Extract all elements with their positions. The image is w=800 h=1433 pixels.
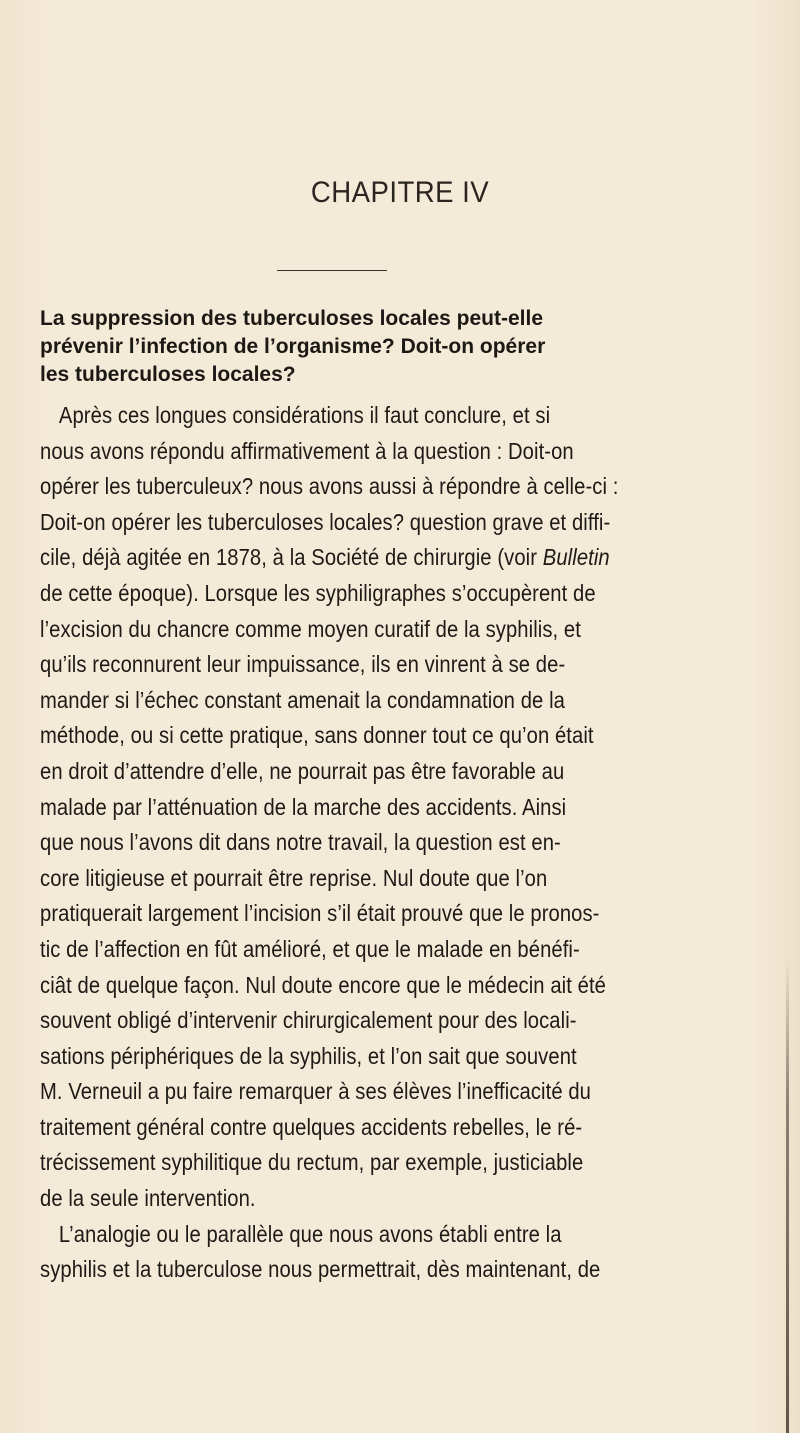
text-line: en droit d’attendre d’elle, ne pourrait pas être favorable au — [40, 757, 565, 784]
text-line: Doit-on opérer les tuberculoses locales? question grave et diffi- — [40, 508, 611, 535]
text-line: pratiquerait largement l’incision s’il était prouvé que le pronos- — [40, 900, 600, 927]
text-line: opérer les tuberculeux? nous avons aussi à répondre à celle-ci : — [40, 473, 619, 500]
text-line: syphilis et la tuberculose nous permettrait, dès maintenant, de — [40, 1256, 601, 1283]
text-line: traitement général contre quelques accidents rebelles, le ré- — [40, 1113, 583, 1140]
text-line: M. Verneuil a pu faire remarquer à ses élèves l’inefficacité du — [40, 1078, 592, 1105]
text-line: de la seule intervention. — [40, 1185, 256, 1212]
page-edge-shadow — [786, 960, 789, 1433]
text-line-with-italic — [40, 540, 659, 576]
text-line: Après ces longues considérations il faut conclure, et si — [58, 402, 551, 428]
text-line: malade par l’atténuation de la marche des accidents. Ainsi — [40, 793, 567, 820]
italic-word: Bulletin — [542, 544, 610, 571]
text-line: mander si l’échec constant amenait la condamnation de la — [40, 686, 565, 713]
text-line: méthode, ou si cette pratique, sans donner tout ce qu’on était — [40, 722, 594, 749]
heading-line: les tuberculoses locales? — [40, 363, 296, 386]
text-line: de cette époque). Lorsque les syphiligraphes s’occupèrent de — [40, 579, 596, 606]
chapter-title: CHAPITRE IV — [310, 176, 490, 209]
text-line: l’excision du chancre comme moyen curatif de la syphilis, et — [40, 615, 581, 642]
text-line: que nous l’avons dit dans notre travail, la question est en- — [40, 829, 561, 856]
text-line: tic de l’affection en fût amélioré, et que le malade en bénéfi- — [40, 935, 580, 962]
title-divider — [277, 270, 387, 271]
text-line: sations périphériques de la syphilis, et l’on sait que souvent — [40, 1042, 577, 1069]
body-text — [40, 398, 760, 1288]
text-line: souvent obligé d’intervenir chirurgicalement pour des locali- — [40, 1007, 577, 1034]
heading-line: La suppression des tuberculoses locales peut-elle — [40, 307, 543, 330]
text-segment: cile, déjà agitée en 1878, à la Société de chirurgie (voir — [40, 544, 543, 571]
text-line: ciât de quelque façon. Nul doute encore que le médecin ait été — [40, 971, 606, 998]
text-line: nous avons répondu affirmativement à la question : Doit-on — [40, 437, 574, 464]
heading-line: prévenir l’infection de l’organisme? Doit-on opérer — [40, 335, 546, 358]
text-line: L’analogie ou le parallèle que nous avons établi entre la — [58, 1220, 562, 1247]
text-line: qu’ils reconnurent leur impuissance, ils en vinrent à se de- — [40, 651, 566, 678]
text-line: trécissement syphilitique du rectum, par exemple, justiciable — [40, 1149, 584, 1176]
text-line: core litigieuse et pourrait être reprise. Nul doute que l’on — [40, 864, 548, 891]
section-heading — [40, 305, 760, 389]
